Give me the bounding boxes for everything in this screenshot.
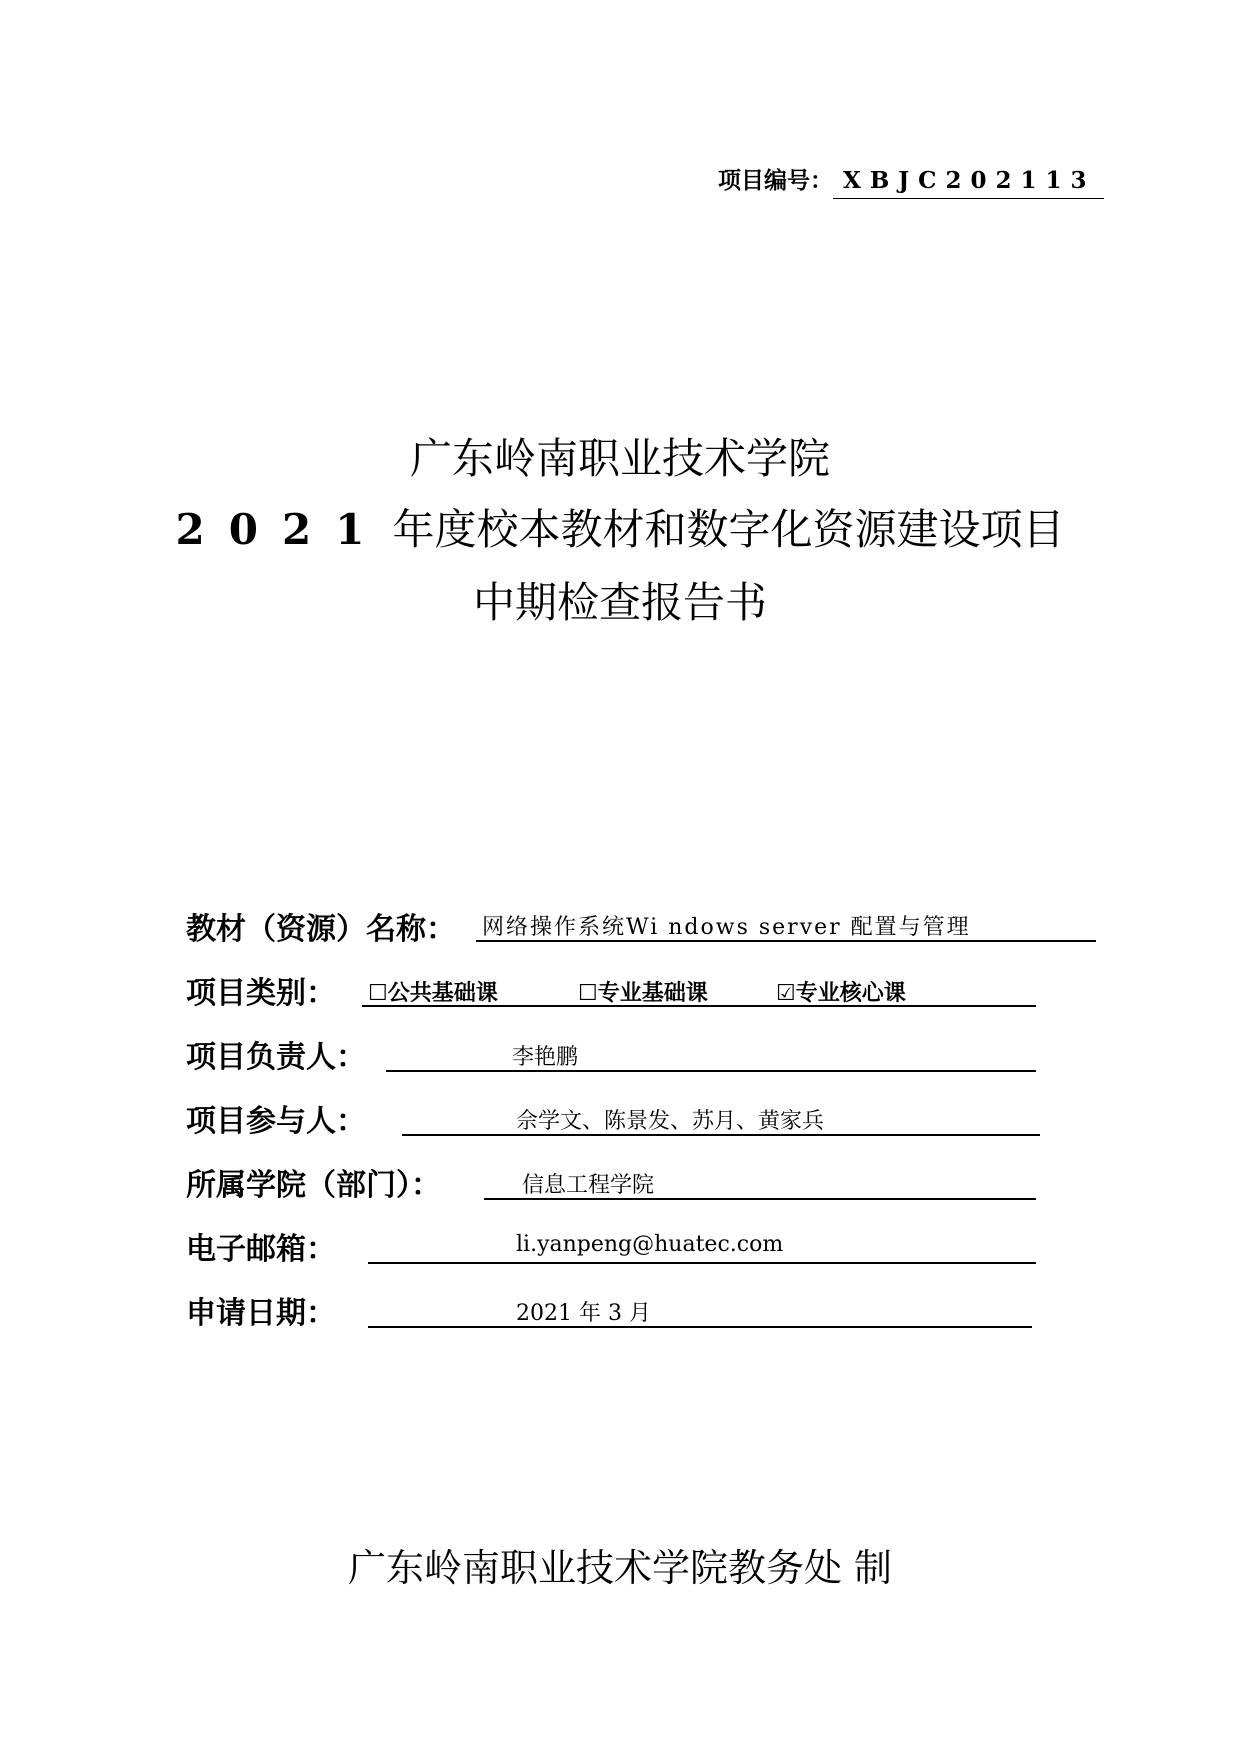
field-date bbox=[186, 1288, 1056, 1334]
field-college bbox=[186, 1160, 1056, 1206]
field-category-label: 项目类别： bbox=[186, 976, 336, 1011]
field-category bbox=[186, 968, 1056, 1014]
title-project bbox=[0, 497, 1240, 557]
title-report: 中期检查报告书 bbox=[472, 578, 767, 627]
field-date-underline bbox=[368, 1326, 1032, 1328]
checkbox-checked-icon: ☑ bbox=[776, 981, 796, 1006]
checkbox-unchecked-icon: ☐ bbox=[368, 981, 388, 1006]
option-major-basic-label: 专业基础课 bbox=[597, 981, 708, 1006]
option-major-basic[interactable] bbox=[578, 976, 708, 1007]
field-leader-value: 李艳鹏 bbox=[512, 1045, 579, 1070]
field-college-label: 所属学院（部门）： bbox=[186, 1168, 441, 1203]
field-leader-underline bbox=[386, 1070, 1036, 1072]
project-number-label: 项目编号： bbox=[718, 168, 833, 194]
option-major-core-label: 专业核心课 bbox=[795, 981, 906, 1006]
field-email-underline bbox=[368, 1262, 1036, 1264]
field-email-label: 电子邮箱： bbox=[186, 1232, 336, 1267]
field-members-label: 项目参与人： bbox=[186, 1104, 366, 1139]
field-members bbox=[186, 1096, 1056, 1142]
footer-issuer: 广东岭南职业技术学院教务处 制 bbox=[347, 1546, 893, 1590]
option-public-basic[interactable] bbox=[368, 976, 498, 1007]
field-leader-label: 项目负责人： bbox=[186, 1040, 366, 1075]
field-date-label: 申请日期： bbox=[186, 1296, 336, 1331]
title-year: 2021 bbox=[175, 505, 389, 554]
field-members-value: 佘学文、陈景发、苏月、黄家兵 bbox=[516, 1109, 825, 1134]
field-email-value: li.yanpeng@huatec.com bbox=[516, 1232, 784, 1257]
field-date-value: 2021 年 3 月 bbox=[516, 1301, 651, 1326]
title-institution: 广东岭南职业技术学院 bbox=[409, 434, 830, 483]
checkbox-unchecked-icon: ☐ bbox=[578, 981, 598, 1006]
field-name bbox=[186, 904, 1106, 950]
project-number bbox=[718, 162, 1104, 202]
project-number-value: XBJC202113 bbox=[833, 167, 1104, 199]
field-email bbox=[186, 1224, 1056, 1270]
field-college-value: 信息工程学院 bbox=[522, 1173, 655, 1198]
field-name-value: 网络操作系统Wi ndows server 配置与管理 bbox=[482, 915, 971, 940]
title-project-text: 年度校本教材和数字化资源建设项目 bbox=[392, 505, 1065, 554]
option-public-basic-label: 公共基础课 bbox=[387, 981, 498, 1006]
field-name-label: 教材（资源）名称： bbox=[186, 912, 456, 947]
field-leader bbox=[186, 1032, 1056, 1078]
option-major-core[interactable] bbox=[776, 976, 906, 1007]
